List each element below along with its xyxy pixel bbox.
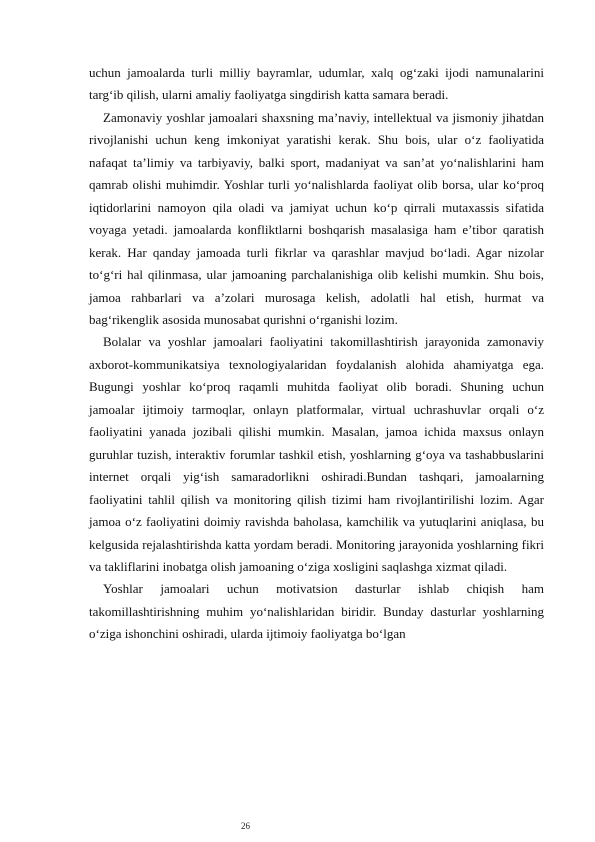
paragraph-ict-usage: Bolalar va yoshlar jamoalari faoliyatini takomillashtirish jarayonida zamonaviy axborot-kommunikatsiya texnologiyalaridan foydalanish alohida ahamiyatga ega. Bugungi yoshlar ko‘proq raqamli muhitda faoliyat olib boradi. Shuning uchun jamoalar ijtimoiy tarmoqlar, onlayn platformalar, virtual uchrashuvlar orqali o‘z faoliyatini yanada jozibali qilishi mumkin. Masalan, jamoa ichida maxsus onlayn guruhlar tuzish, interaktiv forumlar tashkil etish, yoshlarning g‘oya va tashabbuslarini internet orqali yig‘ish samaradorlikni oshiradi.Bundan tashqari, jamoalarning faoliyatini tahlil qilish va monitoring qilish tizimi ham rivojlantirilishi lozim. Agar jamoa o‘z faoliyatini doimiy ravishda baholasa, kamchilik va yutuqlarini aniqlasa, bu kelgusida rejalashtirishda katta yordam beradi. Monitoring jarayonida yoshlarning fikri va takliflarini inobatga olish jamoaning o‘ziga xosligini saqlashga xizmat qiladi. (89, 334, 544, 574)
paragraph-motivational-programs: Yoshlar jamoalari uchun motivatsion dasturlar ishlab chiqish ham takomillashtirishning muhim yo‘nalishlaridan biridir. Bunday dasturlar yoshlarning o‘ziga ishonchini oshiradi, ularda ijtimoiy faoliyatga bo‘lgan (89, 581, 544, 642)
body-text (89, 62, 544, 646)
paragraph-continuation: uchun jamoalarda turli milliy bayramlar, udumlar, xalq og‘zaki ijodi namunalarini targ‘ib qilish, ularni amaliy faoliyatga singdirish katta samara beradi. (89, 65, 544, 103)
page-number: 26 (241, 821, 250, 831)
paragraph-modern-youth-teams: Zamonaviy yoshlar jamoalari shaxsning ma’naviy, intellektual va jismoniy jihatdan rivojlanishi uchun keng imkoniyat yaratishi kerak. Shu bois, ular o‘z faoliyatida nafaqat ta’limiy va tarbiyaviy, balki sport, madaniyat va san’at yo‘nalishlarini ham qamrab olishi muhimdir. Yoshlar turli yo‘nalishlarda faoliyat olib borsa, ular ko‘proq iqtidorlarini namoyon qila oladi va jamiyat uchun ko‘p qirrali mutaxassis sifatida voyaga yetadi. jamoalarda konfliktlarni boshqarish masalasiga ham e’tibor qaratish kerak. Har qanday jamoada turli fikrlar va qarashlar mavjud bo‘ladi. Agar nizolar to‘g‘ri hal qilinmasa, ular jamoaning parchalanishiga olib kelishi mumkin. Shu bois, jamoa rahbarlari va a’zolari murosaga kelish, adolatli hal etish, hurmat va bag‘rikenglik asosida munosabat qurishni o‘rganishi lozim. (89, 109, 544, 327)
